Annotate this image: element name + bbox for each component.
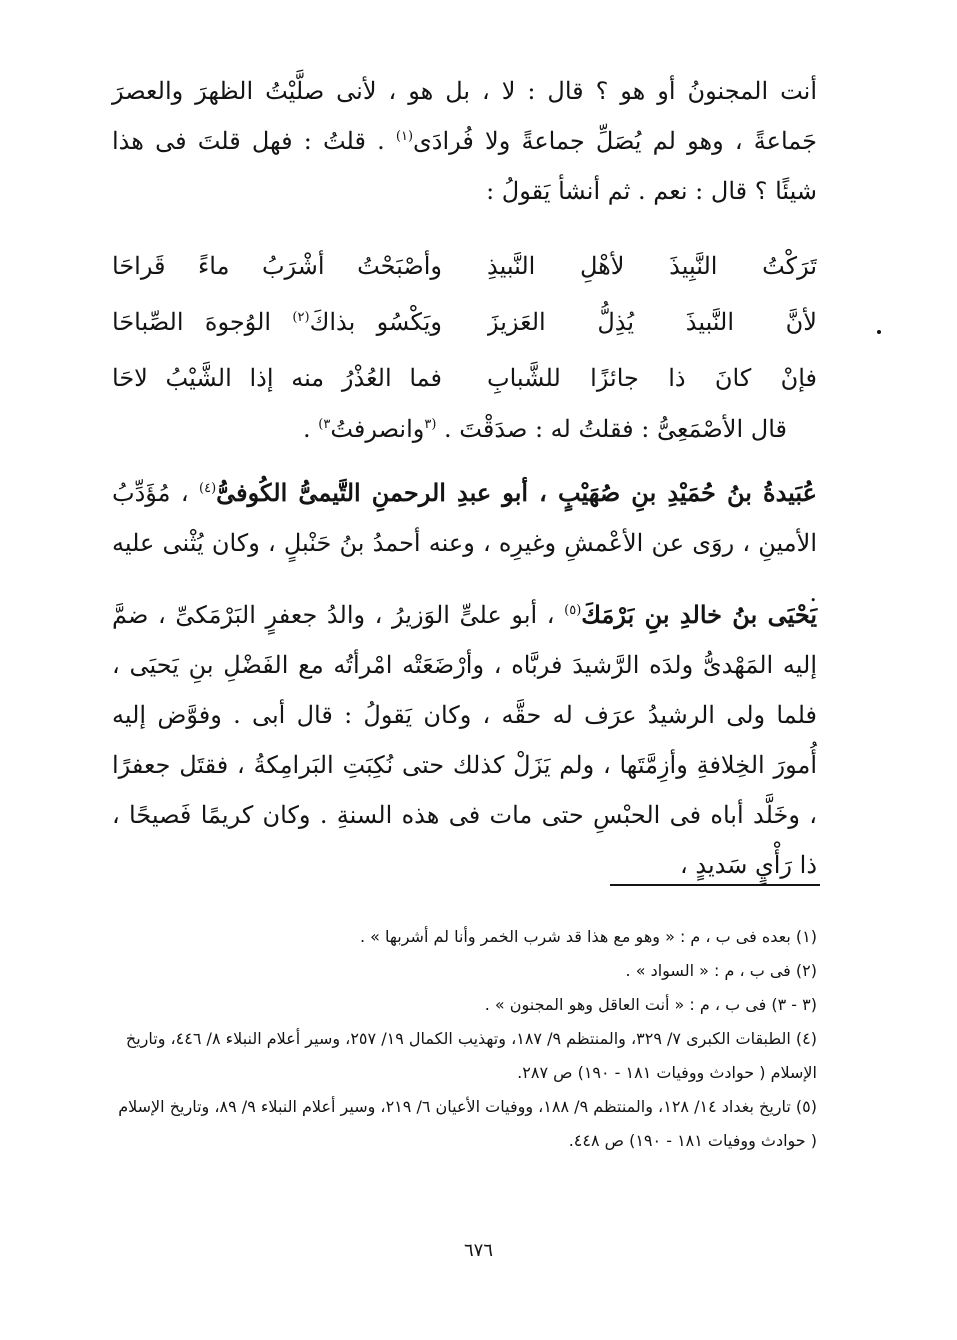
footnote-ref-5: (٥) — [564, 603, 582, 618]
entry-name-yahya: يَحْيَى بنُ خالدِ بنِ بَرْمَكَ — [581, 600, 818, 629]
poem-verse — [112, 238, 817, 294]
asmai-text: قال الأصْمَعِىُّ : فقلتُ له : صدَقْتَ . — [436, 415, 787, 443]
footnote-ref-3-close: ٣) — [318, 417, 331, 432]
verse-second-half-end: الوُجوهَ الصِّباحَا — [112, 308, 293, 336]
footnote-ref-4: (٤) — [199, 481, 217, 496]
intro-paragraph — [112, 66, 817, 216]
intro-text-2: لم يُصَلِّ جماعةً ولا فُرادَى — [413, 127, 676, 155]
footnote-4: (٤) الطبقات الكبرى ٧/ ٣٢٩، والمنتظم ٩/ ١٨٧، وتهذيب الكمال ١٩/ ٢٥٧، وسير أعلام النبلاء ٨/ ٤٤٦، وتاريخ الإسلام ( حوادث ووفيات ١٨١ - ١٩٠) ص ٢٨٧. — [125, 1029, 817, 1082]
verse-second-half-start: ويَكْسُو بذاكَ — [309, 308, 442, 336]
margin-dot — [877, 330, 881, 334]
poem-verse — [112, 350, 817, 406]
footnote-ref-1: (١) — [395, 129, 414, 144]
verse-second-half — [112, 294, 442, 350]
poem — [112, 238, 817, 406]
entry-yahya — [112, 590, 817, 890]
entry-name-ubayda: عُبَيدةُ بنُ حُمَيْدِ بنِ صُهَيْبٍ ، أبو عبدِ الرحمنِ التَّيمىُّ الكُوفىُّ — [216, 478, 817, 507]
footnote-ref-2: (٢) — [292, 310, 310, 325]
footnote-3: (٣ - ٣) فى ب ، م : « أنت العاقل وهو المجنون » . — [484, 995, 817, 1014]
footnotes — [112, 920, 817, 1158]
verse-second-half: فما العُذْرُ منه إذا الشَّيْبُ لاحَا — [112, 364, 442, 392]
page-number: ٦٧٦ — [463, 1240, 493, 1261]
entry-text-yahya: ، أبو علىٍّ الوَزيرُ ، والدُ جعفرٍ البَرْمَكىِّ ، ضمَّ إليه المَهْدىُّ ولدَه الرَّشيدَ فربَّاه ، وأرْضَعَتْه امْرأتُه مع الفَضْلِ بنِ يَحيَى ، فلما ولى الرشيدُ عرَف له حقَّه ، وكان يَقولُ : قال أبى . وفوَّض إليه أُمورَ الخِلافةِ وأزِمَّتَها ، ولم يَزَلْ كذلك حتى نُكِبَتِ البَرامِكةُ ، فقتَل جعفرًا ، وخَلَّد أباه فى الحبْسِ حتى مات فى هذه السنةِ . وكان كريمًا فَصيحًا ، ذا رَأْيٍ سَديدٍ ، — [112, 601, 817, 879]
footnote-2: (٢) فى ب ، م : « السواد » . — [625, 961, 817, 980]
footnote-1: (١) بعده فى ب ، م : « وهو مع هذا قد شرب الخمر وأنا لم أشربها » . — [359, 927, 817, 946]
entry-text-ubayda: ، مُؤَدِّبُ الأمينِ ، روَى عن الأعْمشِ وغيرِه ، وعنه أحمدُ بنُ حَنْبلٍ ، وكان يُثْنى عليه . — [112, 479, 817, 607]
asmai-text-middle: وانصرفتُ — [330, 415, 425, 443]
footnote-ref-3-open: (٣ — [424, 417, 437, 432]
footnote-divider — [610, 884, 820, 886]
poem-verse — [112, 294, 817, 350]
footnote-5: (٥) تاريخ بغداد ١٤/ ١٢٨، والمنتظم ٩/ ١٨٨، ووفيات الأعيان ٦/ ٢١٩، وسير أعلام النبلاء ٩/ ٨٩، وتاريخ الإسلام ( حوادث ووفيات ١٨١ - ١٩٠) ص ٤٤٨. — [118, 1097, 817, 1150]
asmai-line — [107, 404, 787, 454]
asmai-text-end: . — [303, 415, 319, 443]
verse-first-half: لأنَّ النَّبيذَ يُذِلُّ العَزيزَ — [487, 308, 817, 336]
verse-first-half: تَرَكْتُ النَّبِيذَ لأهْلِ النَّبيذِ — [487, 252, 817, 280]
intro-text-3: . قلتُ : فهل قلتَ فى هذا شيئًا ؟ قال : نعم . ثم أنشأ يَقولُ : — [112, 127, 817, 205]
verse-first-half: فإنْ كانَ ذا جائزًا للشَّبابِ — [487, 364, 817, 392]
verse-second-half: وأصْبَحْتُ أشْرَبُ ماءً قَراحَا — [112, 252, 442, 280]
intro-text-1: أنت المجنونُ أو هو ؟ قال : لا ، بل هو ، لأنى صلَّيْتُ الظهرَ والعصرَ جَماعةً ، وهو — [112, 77, 818, 155]
